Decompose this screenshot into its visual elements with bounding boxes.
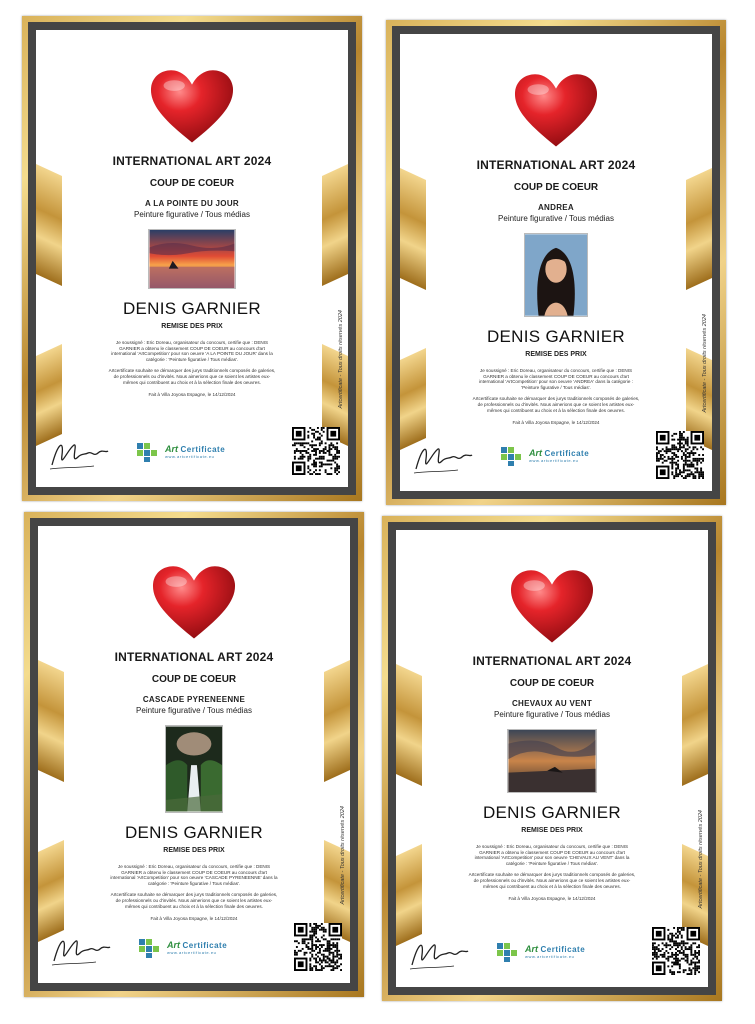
award-name: COUP DE COEUR xyxy=(151,674,237,685)
certification-text: Je soussigné : Eric Doreau, organisateur du concours, certifie que : DENIS GARNIER a obtenu le classement COUP DE COEUR au concours d'art international 'ArtCompetition' pour son oeuvre 'CASCADE PYRENEENNE' dans la catégorie : 'Peinture figurative / Tous médias'. xyxy=(110,864,278,886)
category: Peinture figurative / Tous médias xyxy=(134,210,250,219)
rights-text: Artcertificate - Tous droits réservés 2024 xyxy=(702,314,708,413)
qr-code xyxy=(652,927,700,975)
signature xyxy=(408,935,470,973)
work-title: ANDREA xyxy=(537,203,575,212)
category: Peinture figurative / Tous médias xyxy=(494,710,610,719)
logo-main-text: Art xyxy=(529,448,542,458)
certification-text: Je soussigné : Eric Doreau, organisateur du concours, certifie que : DENIS GARNIER a obtenu le classement COUP DE COEUR au concours d'art international 'ArtCompetition' pour son oeuvre 'A LA POINTE DU JOUR' dans la catégorie : 'Peinture figurative / Tous médias'. xyxy=(111,340,273,362)
certificate-title: INTERNATIONAL ART 2024 xyxy=(472,654,632,668)
logo-icon xyxy=(136,441,162,463)
art-certificate-logo xyxy=(496,941,585,963)
artwork-image xyxy=(524,233,588,317)
heart-icon xyxy=(511,70,601,150)
mission-text: Artcertificate souhaite se démarquer des jurys traditionnels composés de galeries, de professionnels ou d'invités. Nous aimerions que ce soient les artistes eux-mêmes qui contribuent au choix et à la sélection finale des oeuvres. xyxy=(472,396,640,413)
certificate-inner xyxy=(396,530,708,987)
logo-sub-text: Certificate xyxy=(182,941,228,950)
mission-text: Artcertificate souhaite se démarquer des jurys traditionnels composés de galeries, de professionnels ou d'invités. Nous aimerions que ce soient les artistes eux-mêmes qui contribuent au choix et à la sélection finale des oeuvres. xyxy=(108,368,276,385)
logo-main-text: Art xyxy=(167,940,180,950)
logo-sub-text: Certificate xyxy=(540,945,586,954)
mission-text: Artcertificate souhaite se démarquer des jurys traditionnels composés de galeries, de professionnels ou d'invités. Nous aimerions que ce soient les artistes eux-mêmes qui contribuent au choix et à la sélection finale des oeuvres. xyxy=(110,892,278,909)
certificate-2 xyxy=(386,20,726,505)
signature xyxy=(50,931,112,969)
heart-icon xyxy=(149,562,239,642)
certificate-4 xyxy=(382,516,722,1001)
certification-text: Je soussigné : Eric Doreau, organisateur du concours, certifie que : DENIS GARNIER a obtenu le classement COUP DE COEUR au concours d'art international 'ArtCompetition' pour son oeuvre 'CHEVAUX AU VENT' dans la catégorie : 'Peinture figurative / Tous médias'. xyxy=(474,844,630,866)
artwork-image xyxy=(148,229,236,289)
category: Peinture figurative / Tous médias xyxy=(498,214,614,223)
qr-code xyxy=(292,427,340,475)
logo-url: www.artcertificate.eu xyxy=(165,454,215,459)
place-date: Fait à Villa Joyosa Espagne, le 14/12/2024 xyxy=(150,916,238,922)
place-date: Fait à Villa Joyosa Espagne, le 14/12/2024 xyxy=(512,420,600,426)
work-title: CASCADE PYRENEENNE xyxy=(142,695,246,704)
certificate-inner xyxy=(38,526,350,983)
award-name: COUP DE COEUR xyxy=(149,178,235,189)
certificate-title: INTERNATIONAL ART 2024 xyxy=(112,154,272,168)
artist-name: DENIS GARNIER xyxy=(124,823,264,842)
qr-code xyxy=(656,431,704,479)
place-date: Fait à Villa Joyosa Espagne, le 14/12/2024 xyxy=(148,392,236,398)
artist-name: DENIS GARNIER xyxy=(482,803,622,822)
logo-main-text: Art xyxy=(165,444,178,454)
award-name: COUP DE COEUR xyxy=(513,182,599,193)
certificate-inner xyxy=(400,34,712,491)
rights-text: Artcertificate - Tous droits réservés 2024 xyxy=(338,310,344,409)
rights-text: Artcertificate - Tous droits réservés 2024 xyxy=(698,810,704,909)
logo-icon xyxy=(500,445,526,467)
artwork-image xyxy=(165,725,223,813)
work-title: A LA POINTE DU JOUR xyxy=(144,199,239,208)
work-title: CHEVAUX AU VENT xyxy=(511,699,593,708)
logo-url: www.artcertificate.eu xyxy=(529,458,579,463)
ceremony-label: REMISE DES PRIX xyxy=(525,351,587,358)
logo-url: www.artcertificate.eu xyxy=(525,954,575,959)
mission-text: Artcertificate souhaite se démarquer des jurys traditionnels composés de galeries, de professionnels ou d'invités. Nous aimerions que ce soient les artistes eux-mêmes qui contribuent au choix et à la sélection finale des oeuvres. xyxy=(468,872,636,889)
logo-url: www.artcertificate.eu xyxy=(167,950,217,955)
certificate-1 xyxy=(22,16,362,501)
art-certificate-logo xyxy=(136,441,225,463)
art-certificate-logo xyxy=(500,445,589,467)
artist-name: DENIS GARNIER xyxy=(486,327,626,346)
logo-icon xyxy=(138,937,164,959)
heart-icon xyxy=(507,566,597,646)
award-name: COUP DE COEUR xyxy=(509,678,595,689)
qr-code xyxy=(294,923,342,971)
artist-name: DENIS GARNIER xyxy=(122,299,262,318)
certificate-title: INTERNATIONAL ART 2024 xyxy=(476,158,636,172)
ceremony-label: REMISE DES PRIX xyxy=(521,827,583,834)
ceremony-label: REMISE DES PRIX xyxy=(163,847,225,854)
logo-icon xyxy=(496,941,522,963)
rights-text: Artcertificate - Tous droits réservés 2024 xyxy=(340,806,346,905)
logo-main-text: Art xyxy=(525,944,538,954)
category: Peinture figurative / Tous médias xyxy=(136,706,252,715)
ceremony-label: REMISE DES PRIX xyxy=(161,323,223,330)
certificate-title: INTERNATIONAL ART 2024 xyxy=(114,650,274,664)
certificate-inner xyxy=(36,30,348,487)
signature xyxy=(48,435,110,473)
logo-sub-text: Certificate xyxy=(180,445,226,454)
logo-sub-text: Certificate xyxy=(544,449,590,458)
certification-text: Je soussigné : Eric Doreau, organisateur du concours, certifie que : DENIS GARNIER a obtenu le classement COUP DE COEUR au concours d'art international 'ArtCompetition' pour son oeuvre 'ANDREA' dans la catégorie : 'Peinture figurative / Tous médias'. xyxy=(479,368,633,390)
artwork-image xyxy=(507,729,597,793)
place-date: Fait à Villa Joyosa Espagne, le 14/12/2024 xyxy=(508,896,596,902)
signature xyxy=(412,439,474,477)
heart-icon xyxy=(147,66,237,146)
art-certificate-logo xyxy=(138,937,227,959)
certificate-3 xyxy=(24,512,364,997)
